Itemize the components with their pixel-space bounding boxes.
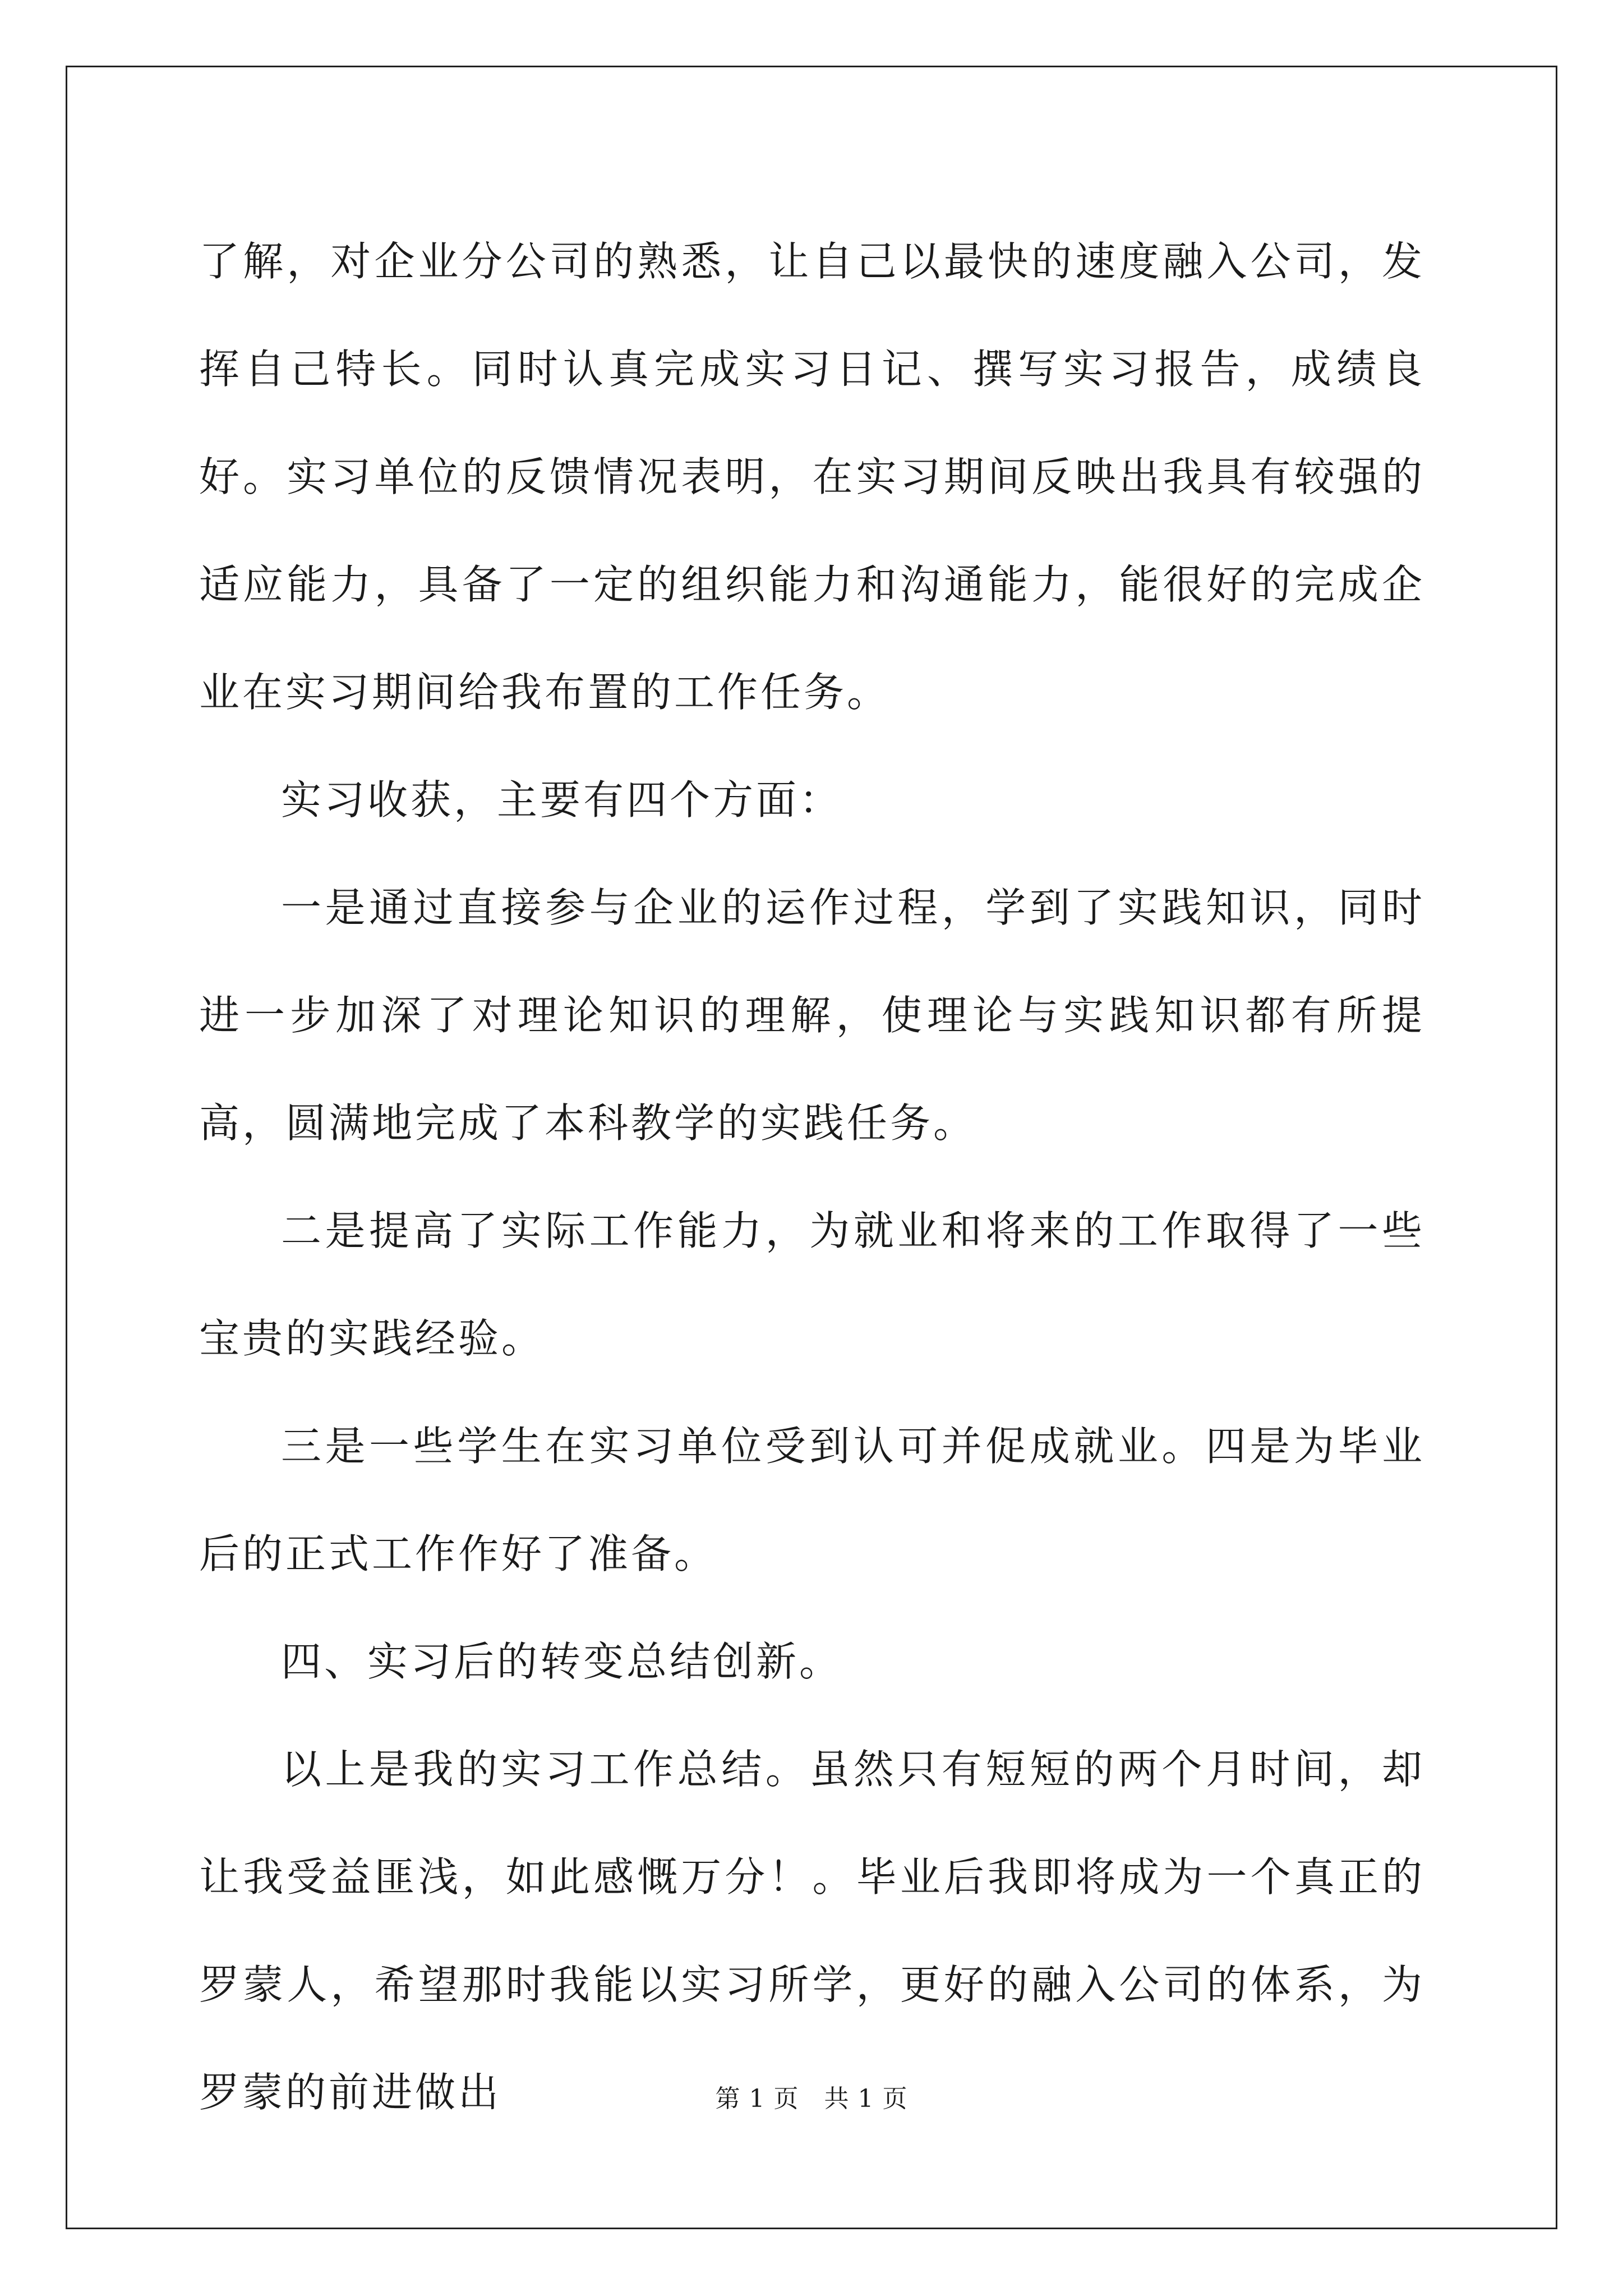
paragraph: 了解，对企业分公司的熟悉，让自己以最快的速度融入公司，发挥自己特长。同时认真完成实习日记、撰写实习报告，成绩良好。实习单位的反馈情况表明，在实习期间反映出我具有较强的适应能力，具备了一定的组织能力和沟通能力，能很好的完成企业在实习期间给我布置的工作任务。 bbox=[199, 238, 1425, 716]
paragraph: 二是提高了实际工作能力，为就业和将来的工作取得了一些宝贵的实践经验。 bbox=[199, 1207, 1425, 1362]
page-number-footer: 第 1 页 共 1 页 bbox=[715, 2085, 908, 2113]
paragraph: 四、实习后的转变总结创新。 bbox=[281, 1638, 843, 1685]
paragraph: 三是一些学生在实习单位受到认可并促成就业。四是为毕业后的正式工作作好了准备。 bbox=[199, 1423, 1425, 1577]
paragraph: 一是通过直接参与企业的运作过程，学到了实践知识，同时进一步加深了对理论知识的理解，使理论与实践知识都有所提高，圆满地完成了本科教学的实践任务。 bbox=[199, 884, 1425, 1147]
document-body bbox=[199, 208, 1425, 2146]
paragraph: 以上是我的实习工作总结。虽然只有短短的两个月时间，却让我受益匪浅，如此感慨万分！。毕业后我即将成为一个真正的罗蒙人，希望那时我能以实习所学，更好的融入公司的体系，为罗蒙的前进做出 bbox=[199, 1746, 1425, 2116]
paragraph: 实习收获，主要有四个方面： bbox=[281, 776, 843, 823]
